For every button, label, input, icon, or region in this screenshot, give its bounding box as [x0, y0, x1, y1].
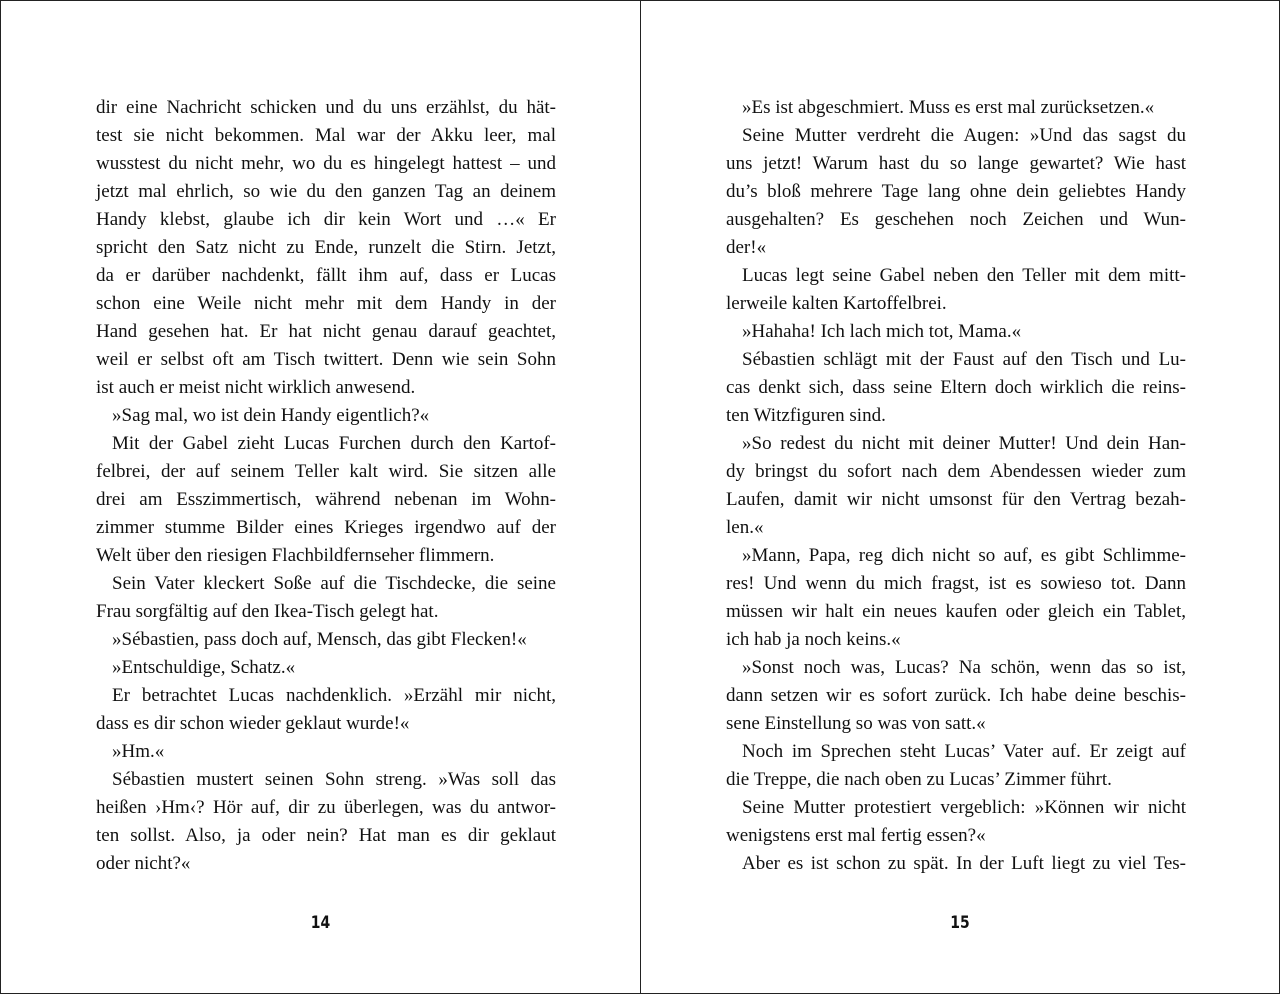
text-line: uns jetzt! Warum hast du so lange gewartet? Wie hast	[726, 153, 1186, 174]
text-line: ausgehalten? Es geschehen noch Zeichen und Wun-	[726, 209, 1186, 230]
page-number: 15	[950, 913, 970, 933]
text-line: cas denkt sich, dass seine Eltern doch wirklich die reins-	[726, 377, 1186, 398]
text-line: schon eine Weile nicht mehr mit dem Handy in der	[96, 293, 556, 314]
text-line: »Mann, Papa, reg dich nicht so auf, es gibt Schlimme-	[742, 545, 1186, 566]
text-line: Laufen, damit wir nicht umsonst für den Vertrag bezah-	[726, 489, 1186, 510]
text-line: Lucas legt seine Gabel neben den Teller mit dem mitt-	[742, 265, 1186, 286]
text-line: wusstest du nicht mehr, wo du es hingelegt hattest – und	[96, 153, 556, 174]
text-line: wenigstens erst mal fertig essen?«	[726, 825, 986, 846]
text-line: die Treppe, die nach oben zu Lucas’ Zimmer führt.	[726, 769, 1112, 790]
text-line: der!«	[726, 237, 767, 258]
text-line: drei am Esszimmertisch, während nebenan im Wohn-	[96, 489, 556, 510]
text-line: Handy klebst, glaube ich dir kein Wort und …« Er	[96, 209, 556, 230]
text-line: da er darüber nachdenkt, fällt ihm auf, dass er Lucas	[96, 265, 556, 286]
text-line: dy bringst du sofort nach dem Abendessen wieder zum	[726, 461, 1186, 482]
text-line: Welt über den riesigen Flachbildfernseher flimmern.	[96, 545, 495, 566]
text-line: Seine Mutter protestiert vergeblich: »Können wir nicht	[742, 797, 1186, 818]
text-line: ten Witzfiguren sind.	[726, 405, 886, 426]
text-line: res! Und wenn du mich fragst, ist es sowieso tot. Dann	[726, 573, 1186, 594]
text-line: »Sébastien, pass doch auf, Mensch, das gibt Flecken!«	[112, 629, 527, 650]
text-line: Sébastien schlägt mit der Faust auf den Tisch und Lu-	[742, 349, 1186, 370]
right-page-text	[726, 94, 1186, 878]
text-line: »Entschuldige, Schatz.«	[112, 657, 296, 678]
text-line: weil er selbst oft am Tisch twittert. Denn wie sein Sohn	[96, 349, 556, 370]
text-line: Frau sorgfältig auf den Ikea-Tisch gelegt hat.	[96, 601, 439, 622]
text-line: ist auch er meist nicht wirklich anwesend.	[96, 377, 416, 398]
text-line: dass es dir schon wieder geklaut wurde!«	[96, 713, 410, 734]
text-line: du’s bloß mehrere Tage lang ohne dein geliebtes Handy	[726, 181, 1186, 202]
text-line: lerweile kalten Kartoffelbrei.	[726, 293, 947, 314]
text-line: spricht den Satz nicht zu Ende, runzelt die Stirn. Jetzt,	[96, 237, 556, 258]
text-line: »Es ist abgeschmiert. Muss es erst mal zurücksetzen.«	[742, 97, 1155, 118]
text-line: Seine Mutter verdreht die Augen: »Und das sagst du	[742, 125, 1186, 146]
text-line: zimmer stumme Bilder eines Krieges irgendwo auf der	[96, 517, 556, 538]
text-line: dir eine Nachricht schicken und du uns erzählst, du hät-	[96, 97, 556, 118]
text-line: »Hahaha! Ich lach mich tot, Mama.«	[742, 321, 1022, 342]
text-line: Hand gesehen hat. Er hat nicht genau darauf geachtet,	[96, 321, 556, 342]
left-page	[1, 1, 640, 993]
text-line: Sébastien mustert seinen Sohn streng. »Was soll das	[112, 769, 556, 790]
text-line: müssen wir halt ein neues kaufen oder gleich ein Tablet,	[726, 601, 1186, 622]
text-line: dann setzen wir es sofort zurück. Ich habe deine beschis-	[726, 685, 1186, 706]
text-line: Sein Vater kleckert Soße auf die Tischdecke, die seine	[112, 573, 556, 594]
text-line: »Hm.«	[112, 741, 165, 762]
text-line: Noch im Sprechen steht Lucas’ Vater auf. Er zeigt auf	[742, 741, 1186, 762]
text-line: len.«	[726, 517, 764, 538]
text-line: jetzt mal ehrlich, so wie du den ganzen Tag an deinem	[96, 181, 556, 202]
text-line: ich hab ja noch keins.«	[726, 629, 901, 650]
right-page	[641, 1, 1279, 993]
text-line: sene Einstellung so was von satt.«	[726, 713, 986, 734]
page-number: 14	[310, 913, 331, 933]
left-page-text	[96, 94, 556, 878]
text-line: »So redest du nicht mit deiner Mutter! Und dein Han-	[742, 433, 1186, 454]
text-line: Er betrachtet Lucas nachdenklich. »Erzähl mir nicht,	[112, 685, 556, 706]
text-line: test sie nicht bekommen. Mal war der Akku leer, mal	[96, 125, 556, 146]
text-line: heißen ›Hm‹? Hör auf, dir zu überlegen, was du antwor-	[96, 797, 556, 818]
text-line: ten sollst. Also, ja oder nein? Hat man es dir geklaut	[96, 825, 556, 846]
text-line: Mit der Gabel zieht Lucas Furchen durch den Kartof-	[112, 433, 556, 454]
text-line: oder nicht?«	[96, 853, 191, 874]
text-line: »Sag mal, wo ist dein Handy eigentlich?«	[112, 405, 430, 426]
text-line: felbrei, der auf seinem Teller kalt wird. Sie sitzen alle	[96, 461, 556, 482]
text-line: Aber es ist schon zu spät. In der Luft liegt zu viel Tes-	[742, 853, 1186, 874]
text-line: »Sonst noch was, Lucas? Na schön, wenn das so ist,	[742, 657, 1186, 678]
